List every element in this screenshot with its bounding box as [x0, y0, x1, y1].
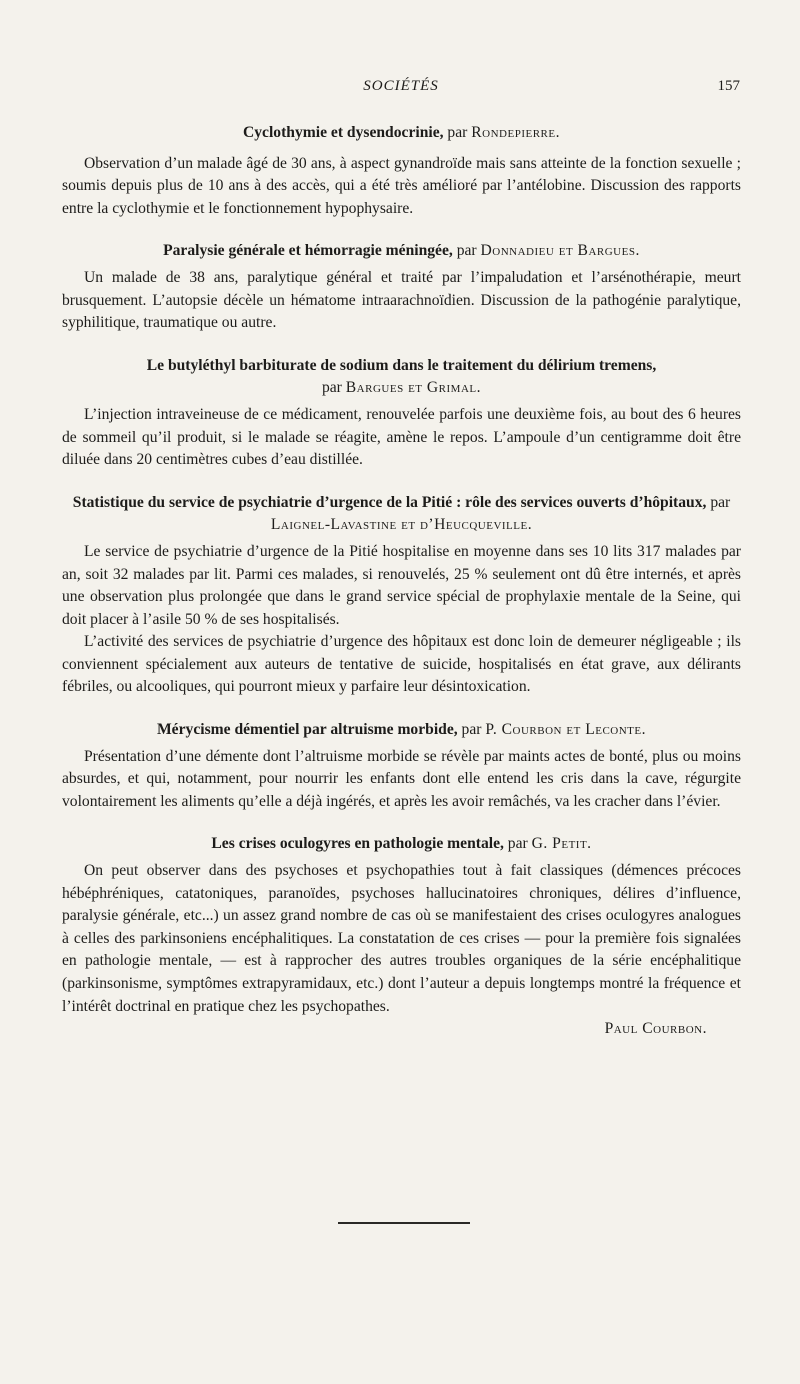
- article-authors: P. Courbon et Leconte.: [485, 721, 647, 739]
- article-title-by: par: [443, 124, 472, 141]
- article-title-text: Le butyléthyl barbiturate de sodium dans le traitement du délirium tremens,: [146, 356, 657, 374]
- article-paralysie: [62, 240, 741, 334]
- article-crises-oculogyres: [62, 833, 741, 1040]
- article-title-by: par: [457, 721, 486, 739]
- article-title-text: Paralysie générale et hémorragie méningée,: [163, 242, 453, 260]
- article-authors: Bargues et Grimal.: [345, 379, 482, 397]
- article-paragraph: L’activité des services de psychiatrie d’urgence des hôpitaux est donc loin de demeurer négligeable ; ils conviennent spécialement aux auteurs de tentative de suicide, hospitalisés en état grave, aux délirants fébriles, ou alcooliques, qui pourront mieux y parfaire leur désintoxication.: [62, 633, 741, 696]
- article-paragraph: Observation d’un malade âgé de 30 ans, à aspect gynandroïde mais sans atteinte de la fonction sexuelle ; soumis depuis plus de 10 ans à des accès, qui a été très amélioré par l’antélobine. Discussion des rapports entre la cyclothymie et le fonctionnement hypophysaire.: [62, 154, 741, 217]
- signature: Paul Courbon.: [604, 1020, 707, 1038]
- article-cyclothymie: [62, 122, 741, 220]
- article-title: [62, 240, 741, 263]
- article-paragraph: Un malade de 38 ans, paralytique général et traité par l’impaludation et l’arsénothérapie, meurt brusquement. L’autopsie décèle un hématome intraarachnoïdien. Discussion de la pathogénie paralytique, syphilitique, traumatique ou autre.: [62, 268, 741, 332]
- page-content: [62, 122, 741, 1041]
- article-title: [62, 355, 741, 400]
- article-title-text: Statistique du service de psychiatrie d’urgence de la Pitié : rôle des services ouverts d’hôpitaux,: [72, 493, 707, 511]
- article-statistique: [62, 492, 741, 699]
- article-paragraph: Présentation d’une démente dont l’altruisme morbide se révèle par maints actes de bonté, plus ou moins absurdes, et qui, notamment, pour nourrir les enfants dont elle entend les cris dans la cave, régurgite volontairement les aliments qu’elle a déjà ingérés, et après les avoir remâchés, va les cracher dans l’évier.: [62, 747, 741, 810]
- article-authors: Rondepierre.: [471, 124, 560, 141]
- article-authors: Laignel-Lavastine et d’Heucqueville.: [270, 516, 533, 534]
- article-paragraph: L’injection intraveineuse de ce médicament, renouvelée parfois une deuxième fois, au bout des 6 heures de sommeil qu’il produit, si le malade se réagite, amène le repos. L’ampoule d’un centigramme doit être diluée dans 20 centimètres cubes d’eau distillée.: [62, 405, 741, 469]
- article-authors: G. Petit.: [531, 835, 592, 853]
- article-authors: Donnadieu et Bargues.: [480, 242, 640, 260]
- article-butylethyl: [62, 355, 741, 472]
- article-title: [62, 122, 741, 145]
- article-title-text: Cyclothymie et dysendocrinie,: [243, 124, 444, 141]
- article-title-by: par: [503, 835, 532, 853]
- article-title-text: Les crises oculogyres en pathologie mentale,: [211, 835, 504, 853]
- article-title-by: par: [452, 242, 481, 260]
- article-paragraph: Le service de psychiatrie d’urgence de la Pitié hospitalise en moyenne dans ses 10 lits 317 malades par an, soit 32 malades par lit. Parmi ces malades, si renouvelés, 25 % seulement ont dû être internés, et après une observation plus prolongée que dans le grand service spécial de prophylaxie mentale de la Seine, qui doit placer à l’asile 50 % de ses hospitalisés.: [62, 542, 741, 628]
- article-title: [62, 833, 741, 856]
- article-title-by: par: [321, 379, 346, 397]
- page-number: 157: [717, 78, 740, 94]
- article-title: [62, 719, 741, 742]
- article-title: [62, 492, 741, 537]
- closing-rule: [338, 1222, 470, 1224]
- article-paragraph: On peut observer dans des psychoses et psychopathies tout à fait classiques (démences précoces hébéphréniques, catatoniques, paranoïdes, psychoses hallucinatoires chroniques, délires d’influence, paralysie générale, etc...) un assez grand nombre de cas où se manifestaient des crises oculogyres analogues à celles des parkinsoniens encéphalitiques. La constatation de ces crises — pour la première fois signalées en pathologie mentale, — est à rapprocher des autres troubles organiques de la série encéphalitique (parkinsonisme, symptômes extrapyramidaux, etc.) dont l’auteur a depuis longtemps montré la fréquence et l’intérêt doctrinal en pratique chez les psychopathes.: [62, 862, 741, 1015]
- article-title-by: par: [706, 493, 731, 511]
- article-title-text: Mérycisme démentiel par altruisme morbide,: [156, 721, 458, 739]
- running-header: [62, 78, 740, 98]
- running-title: SOCIÉTÉS: [363, 78, 439, 94]
- article-merycisme: [62, 719, 741, 813]
